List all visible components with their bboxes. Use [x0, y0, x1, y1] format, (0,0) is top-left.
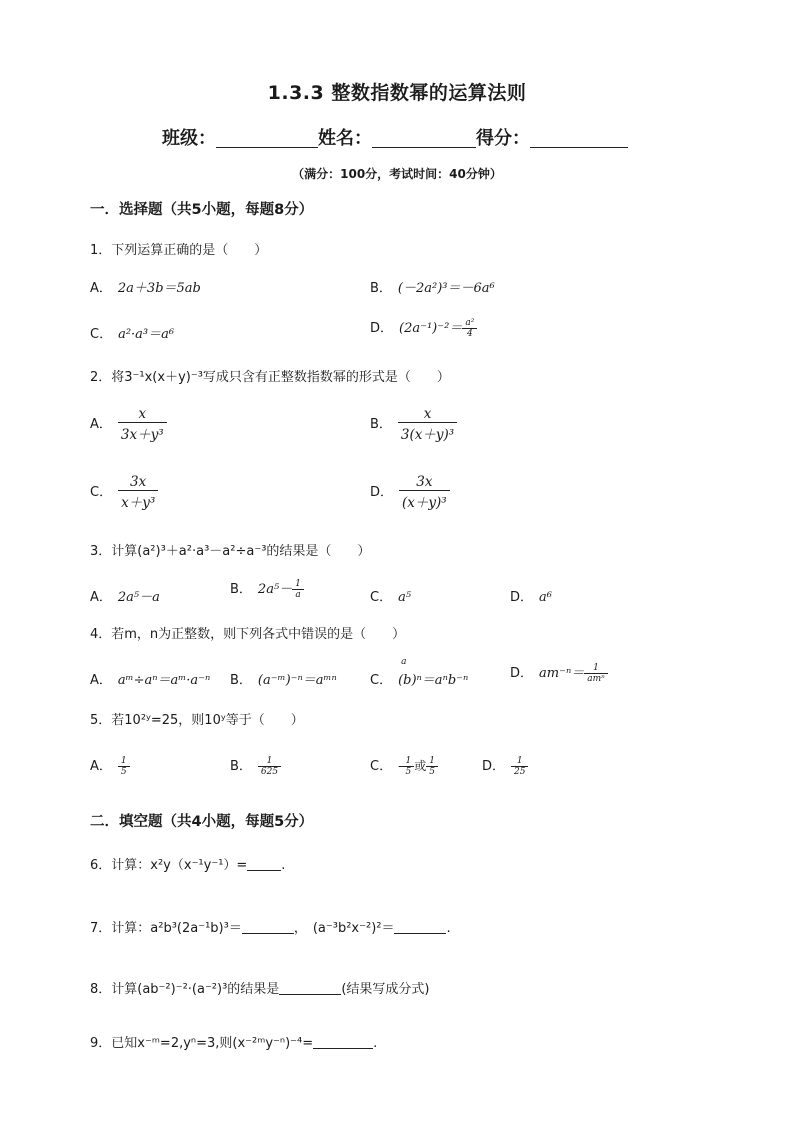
q5-option-c[interactable]: C． - $\frac{1}{5}$ 或 $\frac{1}{5}$	[370, 755, 438, 777]
q4-option-d[interactable]: D． am⁻ⁿ＝ 1 amⁿ	[510, 662, 608, 684]
fraction: $\frac{3x}{\text{(x＋y)³}}$	[399, 474, 450, 511]
fraction: $\frac{1}{25}$	[511, 756, 528, 777]
fraction: $\frac{1}{5}$	[402, 756, 414, 777]
answer-blank[interactable]	[242, 921, 294, 934]
question-7: 7．计算：a²b³(2a⁻¹b)³＝ ， (a⁻³b²x⁻²)²＝ .	[90, 921, 451, 936]
fraction: $\frac{1}{5}$	[426, 756, 438, 777]
question-1-stem: 1．下列运算正确的是（ ）	[90, 243, 268, 258]
question-6: 6．计算：x²y（x⁻¹y⁻¹）= .	[90, 858, 286, 873]
fraction: $\frac{1}{a}$	[292, 579, 304, 600]
q5-option-a[interactable]: A． $\frac{1}{5}$	[90, 755, 130, 777]
fraction: $\frac{1}{5}$	[118, 756, 130, 777]
question-2-stem: 2．将3⁻¹x(x＋y)⁻³写成只含有正整数指数幂的形式是（ ）	[90, 370, 450, 385]
q1-option-a[interactable]: A． 2a＋3b＝5ab	[90, 281, 201, 296]
q4-option-b[interactable]: B． (a⁻ᵐ)⁻ⁿ＝aᵐⁿ	[230, 673, 337, 688]
section-title-choice: 一．选择题（共5小题，每题8分）	[90, 202, 314, 218]
q3-option-b[interactable]: B． 2a⁵－ $\frac{1}{a}$	[230, 578, 304, 600]
score-blank[interactable]	[530, 147, 628, 148]
q3-option-a[interactable]: A． 2a⁵－a	[90, 590, 160, 605]
class-label: 班级：	[162, 128, 216, 149]
q2-option-a[interactable]: A． $\frac{x}{\text{3x＋y³}}$	[90, 406, 167, 443]
q3-option-d[interactable]: D． a⁶	[510, 590, 552, 605]
q2-option-d[interactable]: D． $\frac{3x}{\text{(x＋y)³}}$	[370, 474, 450, 511]
q1-option-d[interactable]: D． (2a⁻¹)⁻²＝ $\frac{\text{a²}}{4}$	[370, 317, 477, 339]
q4-option-a[interactable]: A． aᵐ÷aⁿ＝aᵐ·a⁻ⁿ	[90, 673, 211, 688]
answer-blank[interactable]	[313, 1036, 373, 1049]
class-blank[interactable]	[216, 147, 318, 148]
answer-blank[interactable]	[247, 858, 281, 871]
page-title: 1.3.3 整数指数幂的运算法则	[267, 82, 527, 104]
question-4-stem: 4．若m，n为正整数，则下列各式中错误的是（ ）	[90, 627, 406, 642]
section-title-fill-blank: 二．填空题（共4小题，每题5分）	[90, 814, 314, 830]
fraction: $\frac{3x}{\text{x＋y³}}$	[118, 474, 158, 511]
q5-option-b[interactable]: B． $\frac{1}{625}$	[230, 755, 281, 777]
q2-option-b[interactable]: B． $\frac{x}{\text{3(x＋y)³}}$	[370, 406, 457, 443]
fraction: $\frac{1}{625}$	[258, 756, 281, 777]
fraction: $\frac{x}{\text{3x＋y³}}$	[118, 406, 167, 443]
name-label: 姓名：	[318, 128, 372, 149]
exam-note: （满分：100分，考试时间：40分钟）	[292, 167, 502, 181]
question-8: 8．计算(ab⁻²)⁻²·(a⁻²)³的结果是 (结果写成分式)	[90, 982, 430, 997]
q2-option-c[interactable]: C． $\frac{3x}{\text{x＋y³}}$	[90, 474, 158, 511]
answer-blank[interactable]	[279, 982, 341, 995]
q1-option-b[interactable]: B． (－2a²)³＝－6a⁶	[370, 281, 495, 296]
name-blank[interactable]	[372, 147, 476, 148]
q3-option-c[interactable]: C． a⁵	[370, 590, 412, 605]
question-9: 9．已知x⁻ᵐ=2,yⁿ=3,则(x⁻²ᵐy⁻ⁿ)⁻⁴= .	[90, 1036, 378, 1051]
answer-blank[interactable]	[394, 921, 446, 934]
question-3-stem: 3．计算(a²)³＋a²·a³－a²÷a⁻³的结果是（ ）	[90, 544, 371, 559]
question-5-stem: 5．若10²ʸ=25，则10ʸ等于（ ）	[90, 713, 304, 728]
q4-c-expression: a (b)ⁿ＝aⁿb⁻ⁿ	[398, 657, 469, 688]
fraction: $\frac{x}{\text{3(x＋y)³}}$	[398, 406, 457, 443]
fraction: 1 amⁿ	[584, 663, 608, 684]
q5-option-d[interactable]: D． $\frac{1}{25}$	[482, 755, 528, 777]
fraction: $\frac{\text{a²}}{4}$	[462, 318, 477, 339]
student-info-line	[162, 124, 682, 150]
q4-option-c[interactable]: C． a (b)ⁿ＝aⁿb⁻ⁿ	[370, 657, 469, 688]
q1-option-c[interactable]: C． a²·a³＝a⁶	[90, 327, 175, 342]
score-label: 得分：	[476, 128, 530, 149]
